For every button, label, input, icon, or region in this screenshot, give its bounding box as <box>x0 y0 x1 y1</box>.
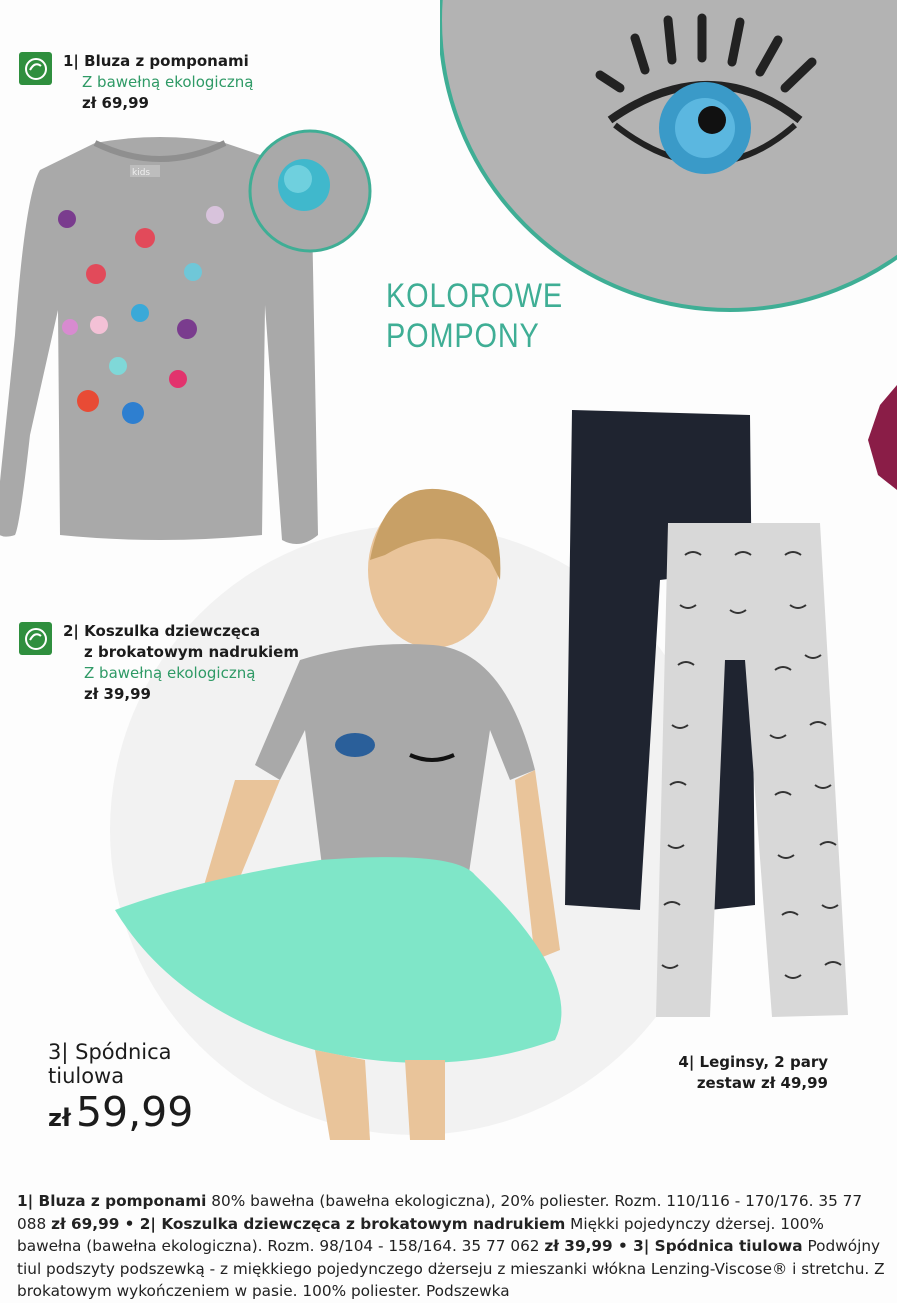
pompon-closeup <box>246 127 374 255</box>
product-3-title-line1: 3| Spódnica <box>48 1040 172 1064</box>
product-2-title-line2: z brokatowym nadrukiem <box>84 643 299 661</box>
eye-print-closeup <box>440 0 897 320</box>
product-2-price: zł 39,99 <box>84 685 151 703</box>
eco-cotton-icon <box>19 52 52 85</box>
headline: KOLOROWE POMPONY <box>386 277 564 355</box>
product-3-info <box>48 1040 193 1136</box>
product-3-title-line2: tiulowa <box>48 1064 125 1088</box>
product-4-title: 4| Leginsy, 2 pary <box>678 1053 828 1071</box>
product-3-price: zł 59,99 <box>48 1088 194 1136</box>
product-1-title: 1| Bluza z pomponami <box>63 52 249 70</box>
product-2-subtitle: Z bawełną ekologiczną <box>84 664 256 682</box>
eco-cotton-icon <box>19 622 52 655</box>
leggings-image <box>560 405 860 1025</box>
product-4-info <box>600 1052 828 1094</box>
product-2-info <box>63 621 299 705</box>
sweater-brand-label: kids <box>132 168 151 178</box>
product-4-price: zestaw zł 49,99 <box>696 1074 828 1092</box>
product-1-price: zł 69,99 <box>82 94 149 112</box>
product-1-info <box>63 51 253 114</box>
product-1-subtitle: Z bawełną ekologiczną <box>82 73 254 91</box>
side-garment-image <box>868 385 897 495</box>
product-description: 1| Bluza z pomponami 80% bawełna (bawełna ekologiczna), 20% poliester. Rozm. 110/116 - 170/176. 35 77 088 zł 69,99 • 2| Koszulka dziewczęca z brokatowym nadrukiem Miękki pojedynczy dżersej. 100% bawełna (bawełna ekologiczna). Rozm. 98/104 - 158/164. 35 77 062 zł 39,99 • 3| Spódnica tiulowa Podwójny tiul podszyty podszewką - z miękkiego pojedynczego dżerseju z mieszanki włókna Lenzing-Viscose® i stretchu. Z brokatowym wykończeniem w pasie. 100% poliester. Podszewka <box>17 1192 885 1300</box>
product-2-title-line1: 2| Koszulka dziewczęca <box>63 622 261 640</box>
